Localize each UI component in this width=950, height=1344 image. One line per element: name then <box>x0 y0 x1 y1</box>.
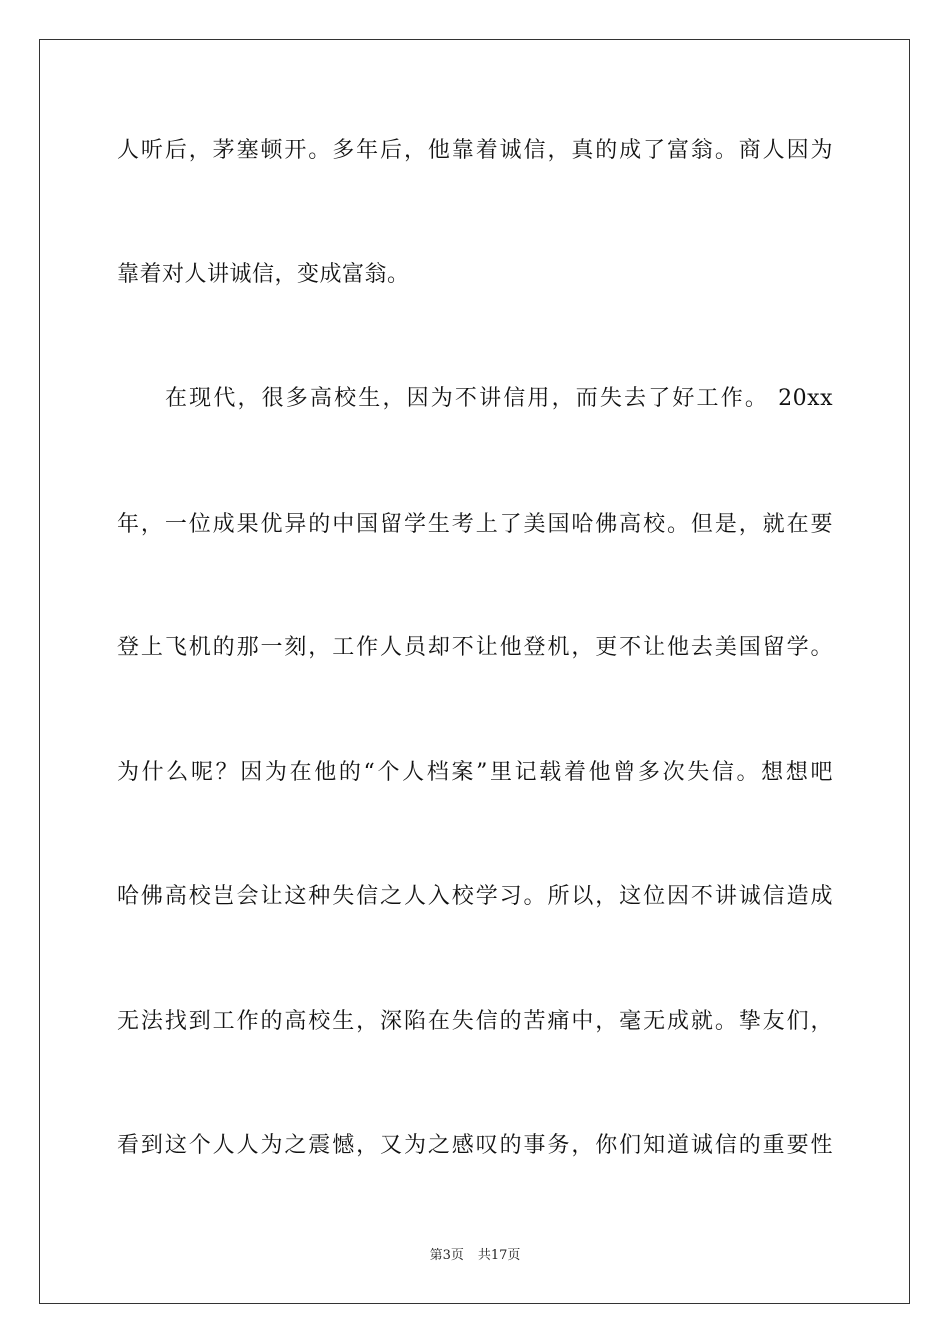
text-line: 哈佛高校岂会让这种失信之人入校学习。所以，这位因不讲诚信造成 <box>117 884 833 909</box>
text-line: 人听后，茅塞顿开。多年后，他靠着诚信，真的成了富翁。商人因为 <box>117 138 833 163</box>
page-border <box>39 39 910 1304</box>
text-line: 看到这个人人为之震憾，又为之感叹的事务，你们知道诚信的重要性 <box>117 1133 833 1158</box>
page-number: 第3页 <box>429 1248 464 1263</box>
paragraph-first-line: 在现代，很多高校生，因为不讲信用，而失去了好工作。 20xx <box>165 386 833 411</box>
text-line: 登上飞机的那一刻，工作人员却不让他登机，更不让他去美国留学。 <box>117 635 833 660</box>
text-line: 靠着对人讲诚信，变成富翁。 <box>117 262 410 287</box>
text-line: 年，一位成果优异的中国留学生考上了美国哈佛高校。但是，就在要 <box>117 512 833 537</box>
text-line: 无法找到工作的高校生，深陷在失信的苦痛中，毫无成就。挚友们， <box>117 1009 833 1034</box>
page-footer <box>0 1247 950 1265</box>
text-line: 为什么呢？因为在他的“个人档案”里记载着他曾多次失信。想想吧 <box>117 760 833 785</box>
total-pages: 共17页 <box>477 1248 521 1263</box>
